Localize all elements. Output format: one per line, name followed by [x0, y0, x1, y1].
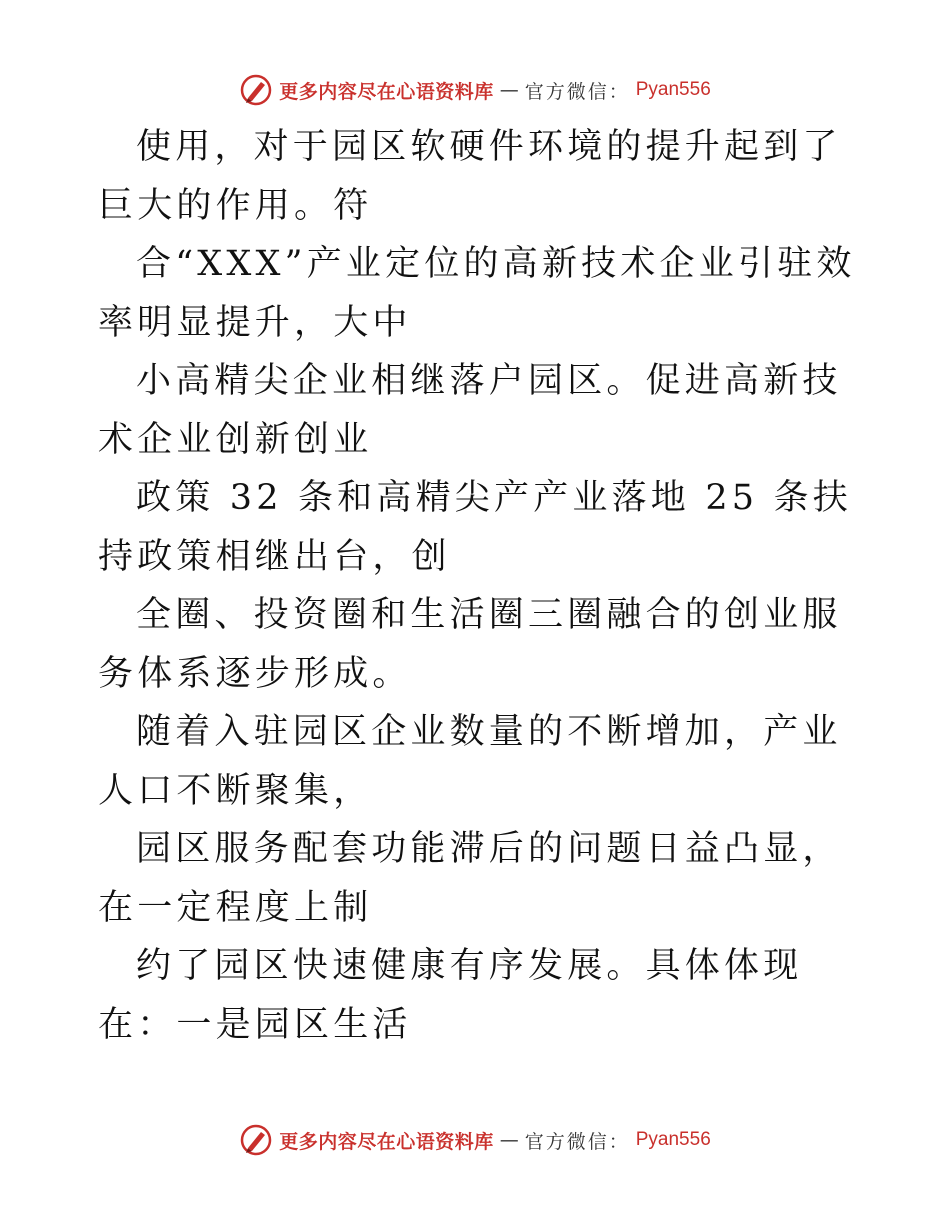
watermark-separator: — — [499, 79, 519, 101]
paragraph: 约了园区快速健康有序发展。具体体现在：一是园区生活 — [98, 946, 803, 1045]
watermark-contact-id: Pyan556 — [635, 79, 711, 100]
paragraph: 合“XXX”产业定位的高新技术企业引驻效率明显提升，大中 — [98, 244, 856, 343]
paragraph: 政策 32 条和高精尖产产业落地 25 条扶持政策相继出台，创 — [98, 478, 852, 577]
document-body — [98, 118, 858, 1054]
footer-watermark — [0, 1120, 950, 1160]
watermark-site-text: 更多内容尽在心语资料库 — [279, 1130, 494, 1153]
pen-logo-icon — [239, 73, 273, 107]
watermark-contact-label: 官方微信： — [524, 1130, 630, 1153]
header-watermark — [0, 70, 950, 110]
watermark-separator: — — [499, 1129, 519, 1151]
paragraph: 全圈、投资圈和生活圈三圈融合的创业服务体系逐步形成。 — [98, 595, 842, 694]
paragraph: 随着入驻园区企业数量的不断增加，产业人口不断聚集， — [98, 712, 842, 811]
watermark-contact-label: 官方微信： — [524, 80, 630, 103]
paragraph: 小高精尖企业相继落户园区。促进高新技术企业创新创业 — [98, 361, 842, 460]
paragraph: 园区服务配套功能滞后的问题日益凸显，在一定程度上制 — [98, 829, 842, 928]
watermark-contact-id: Pyan556 — [635, 1129, 711, 1150]
pen-logo-icon — [239, 1123, 273, 1157]
watermark-site-text: 更多内容尽在心语资料库 — [279, 80, 494, 103]
paragraph: 使用，对于园区软硬件环境的提升起到了巨大的作用。符 — [98, 127, 842, 226]
